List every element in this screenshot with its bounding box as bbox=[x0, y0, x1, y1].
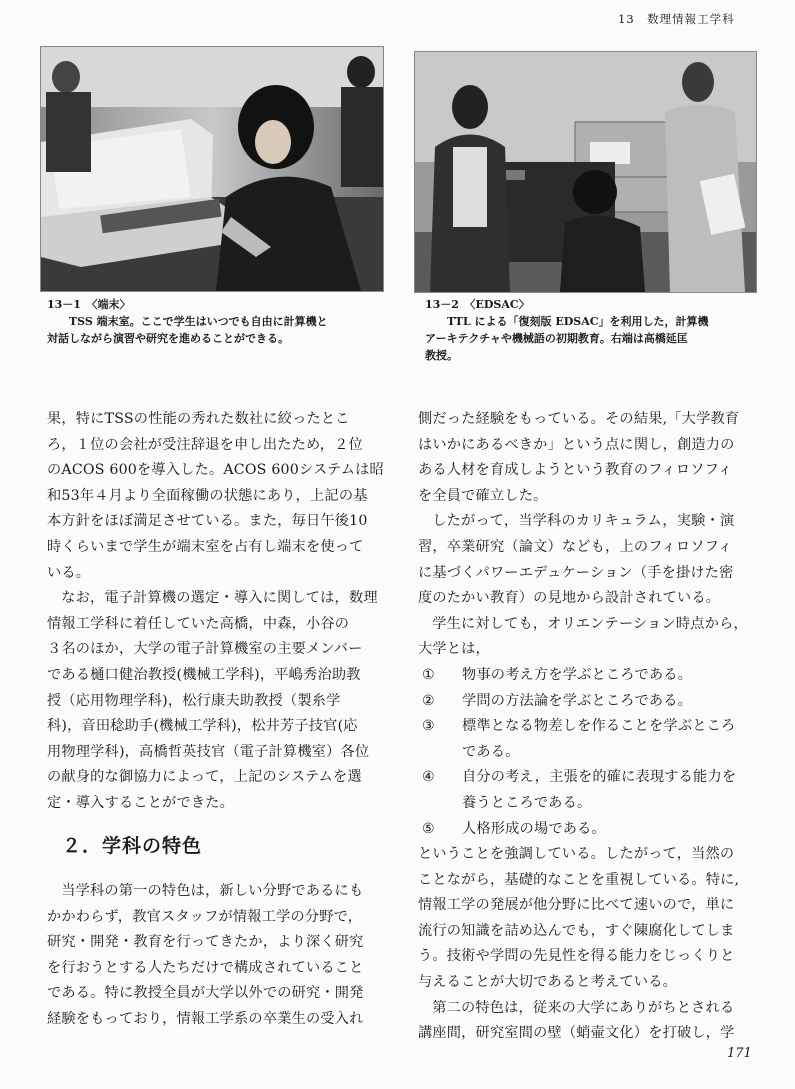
text-line: ある人材を育成しようという教育のフィロソフィ bbox=[418, 462, 733, 479]
text-line: 経験をもっており，情報工学系の卒業生の受入れ bbox=[47, 1010, 364, 1027]
terminal-room-photo bbox=[40, 46, 384, 292]
text-line: 本方針をほぼ満足させている。また，毎日午後10 bbox=[47, 513, 368, 530]
text-line: に基づくパワーエデュケーション（手を掛けた密 bbox=[418, 564, 734, 581]
caption-line: 教授。 bbox=[425, 349, 458, 362]
text-line: ろ，１位の会社が受注辞退を申し出たため，２位 bbox=[47, 436, 363, 453]
text-line: かかわらず，教官スタッフが情報工学の分野で， bbox=[47, 908, 363, 925]
list-continuation: である。 bbox=[462, 743, 520, 760]
text-line: 講座間，研究室間の壁（蛸壷文化）を打破し，学 bbox=[418, 1025, 735, 1042]
text-line: のACOS 600を導入した。ACOS 600システムは昭 bbox=[47, 462, 384, 479]
text-line: はいかにあるべきか」という点に関し，創造力の bbox=[418, 436, 735, 453]
text-line: 時くらいまで学生が端末室を占有し端末を使って bbox=[47, 538, 364, 555]
list-item bbox=[418, 663, 763, 689]
caption-line: TTL による「復刻版 EDSAC」を利用した，計算機 bbox=[447, 315, 709, 328]
text-line: したがって，当学科のカリキュラム，実験・演 bbox=[432, 513, 735, 530]
list-text: 人格形成の場である。 bbox=[462, 820, 606, 837]
text-line: 側だった経験をもっている。その結果,「大学教育 bbox=[418, 411, 740, 427]
text-line: である樋口健治教授(機械工学科)，平嶋秀治助教 bbox=[47, 666, 361, 683]
figure-13-1-caption bbox=[47, 296, 328, 347]
text-line: 当学科の第一の特色は，新しい分野であるにも bbox=[61, 883, 364, 899]
list-item bbox=[418, 765, 763, 791]
caption-line: 対話しながら演習や研究を進めることができる。 bbox=[47, 332, 289, 345]
list-number: ③ bbox=[422, 718, 435, 735]
text-line: う。技術や学問の先見性を得る能力をじっくりと bbox=[418, 948, 735, 965]
list-number: ④ bbox=[422, 769, 435, 786]
left-column-upper bbox=[47, 407, 387, 817]
list-continuation: 養うところである。 bbox=[462, 794, 592, 811]
text-line: の献身的な御協力によって，上記のシステムを選 bbox=[47, 769, 362, 786]
list-text: 学問の方法論を学ぶところである。 bbox=[462, 692, 693, 709]
text-line: なお，電子計算機の選定・導入に関しては，数理 bbox=[61, 590, 378, 607]
right-column bbox=[418, 407, 763, 1047]
section-heading: ２．学科の特色 bbox=[62, 835, 203, 857]
figure-title: 13－2 〈EDSAC〉 bbox=[425, 298, 530, 311]
figure-13-2-caption bbox=[425, 296, 709, 364]
text-line: ということを強調している。したがって，当然の bbox=[418, 846, 735, 863]
text-line: 果，特にTSSの性能の秀れた数社に絞ったとこ bbox=[47, 411, 350, 427]
caption-line: TSS 端末室。ここで学生はいつでも自由に計算機と bbox=[69, 315, 328, 328]
list-text: 自分の考え，主張を的確に表現する能力を bbox=[462, 769, 737, 786]
page-number: 171 bbox=[727, 1046, 752, 1061]
list-number: ⑤ bbox=[422, 820, 435, 837]
text-line: 習，卒業研究（論文）なども，上のフィロソフィ bbox=[418, 538, 733, 555]
text-line: 授（応用物理学科)，松行康夫助教授（製糸学 bbox=[47, 692, 341, 709]
text-line: ことながら，基礎的なことを重視している。特に, bbox=[418, 871, 740, 888]
text-line: 科)，音田稔助手(機械工学科)，松井芳子技官(応 bbox=[47, 718, 358, 735]
figure-title: 13－1 〈端末〉 bbox=[47, 298, 131, 311]
list-item bbox=[418, 714, 763, 740]
list-number: ② bbox=[422, 692, 435, 709]
edsac-photo bbox=[414, 51, 757, 293]
text-line: 情報工学の発展が他分野に比べて速いので，単に bbox=[418, 897, 735, 914]
list-text: 物事の考え方を学ぶところである。 bbox=[462, 666, 693, 683]
text-line: を全員で確立した。 bbox=[418, 487, 548, 504]
text-line: ３名のほか，大学の電子計算機室の主要メンバー bbox=[47, 641, 363, 658]
text-line: 情報工学科に着任していた高橋，中森，小谷の bbox=[47, 615, 350, 632]
caption-line: アーキテクチャや機械語の初期教育。右端は高橋延匡 bbox=[425, 332, 688, 345]
running-head: 13 数理情報工学科 bbox=[618, 12, 735, 26]
left-column-lower bbox=[47, 879, 387, 1033]
text-line: を行おうとする人たちだけで構成されていること bbox=[47, 959, 364, 976]
text-line: 与えることが大切であると考えている。 bbox=[418, 974, 677, 991]
list-text: 標準となる物差しを作ることを学ぶところ bbox=[462, 718, 736, 735]
text-line: 度のたかい教育）の見地から設計されている。 bbox=[418, 590, 721, 607]
text-line: 和53年４月より全面稼働の状態にあり，上記の基 bbox=[47, 487, 368, 504]
text-line: 流行の知識を詰め込んでも，すぐ陳腐化してしま bbox=[418, 922, 735, 939]
text-line: 学生に対しても，オリエンテーション時点から， bbox=[432, 615, 748, 632]
text-line: いる。 bbox=[47, 564, 91, 581]
list-item bbox=[418, 689, 763, 715]
text-line: 定・導入することができた。 bbox=[47, 794, 235, 811]
text-line: 用物理学科)，高橋哲英技官（電子計算機室）各位 bbox=[47, 743, 370, 760]
text-line: 研究・開発・教育を行ってきたか，より深く研究 bbox=[47, 934, 364, 951]
text-line: 第二の特色は，従来の大学にありがちとされる bbox=[432, 999, 735, 1016]
text-line: 大学とは， bbox=[418, 641, 490, 658]
list-number: ① bbox=[422, 666, 435, 683]
text-line: である。特に教授全員が大学以外での研究・開発 bbox=[47, 985, 364, 1002]
list-item bbox=[418, 817, 763, 843]
